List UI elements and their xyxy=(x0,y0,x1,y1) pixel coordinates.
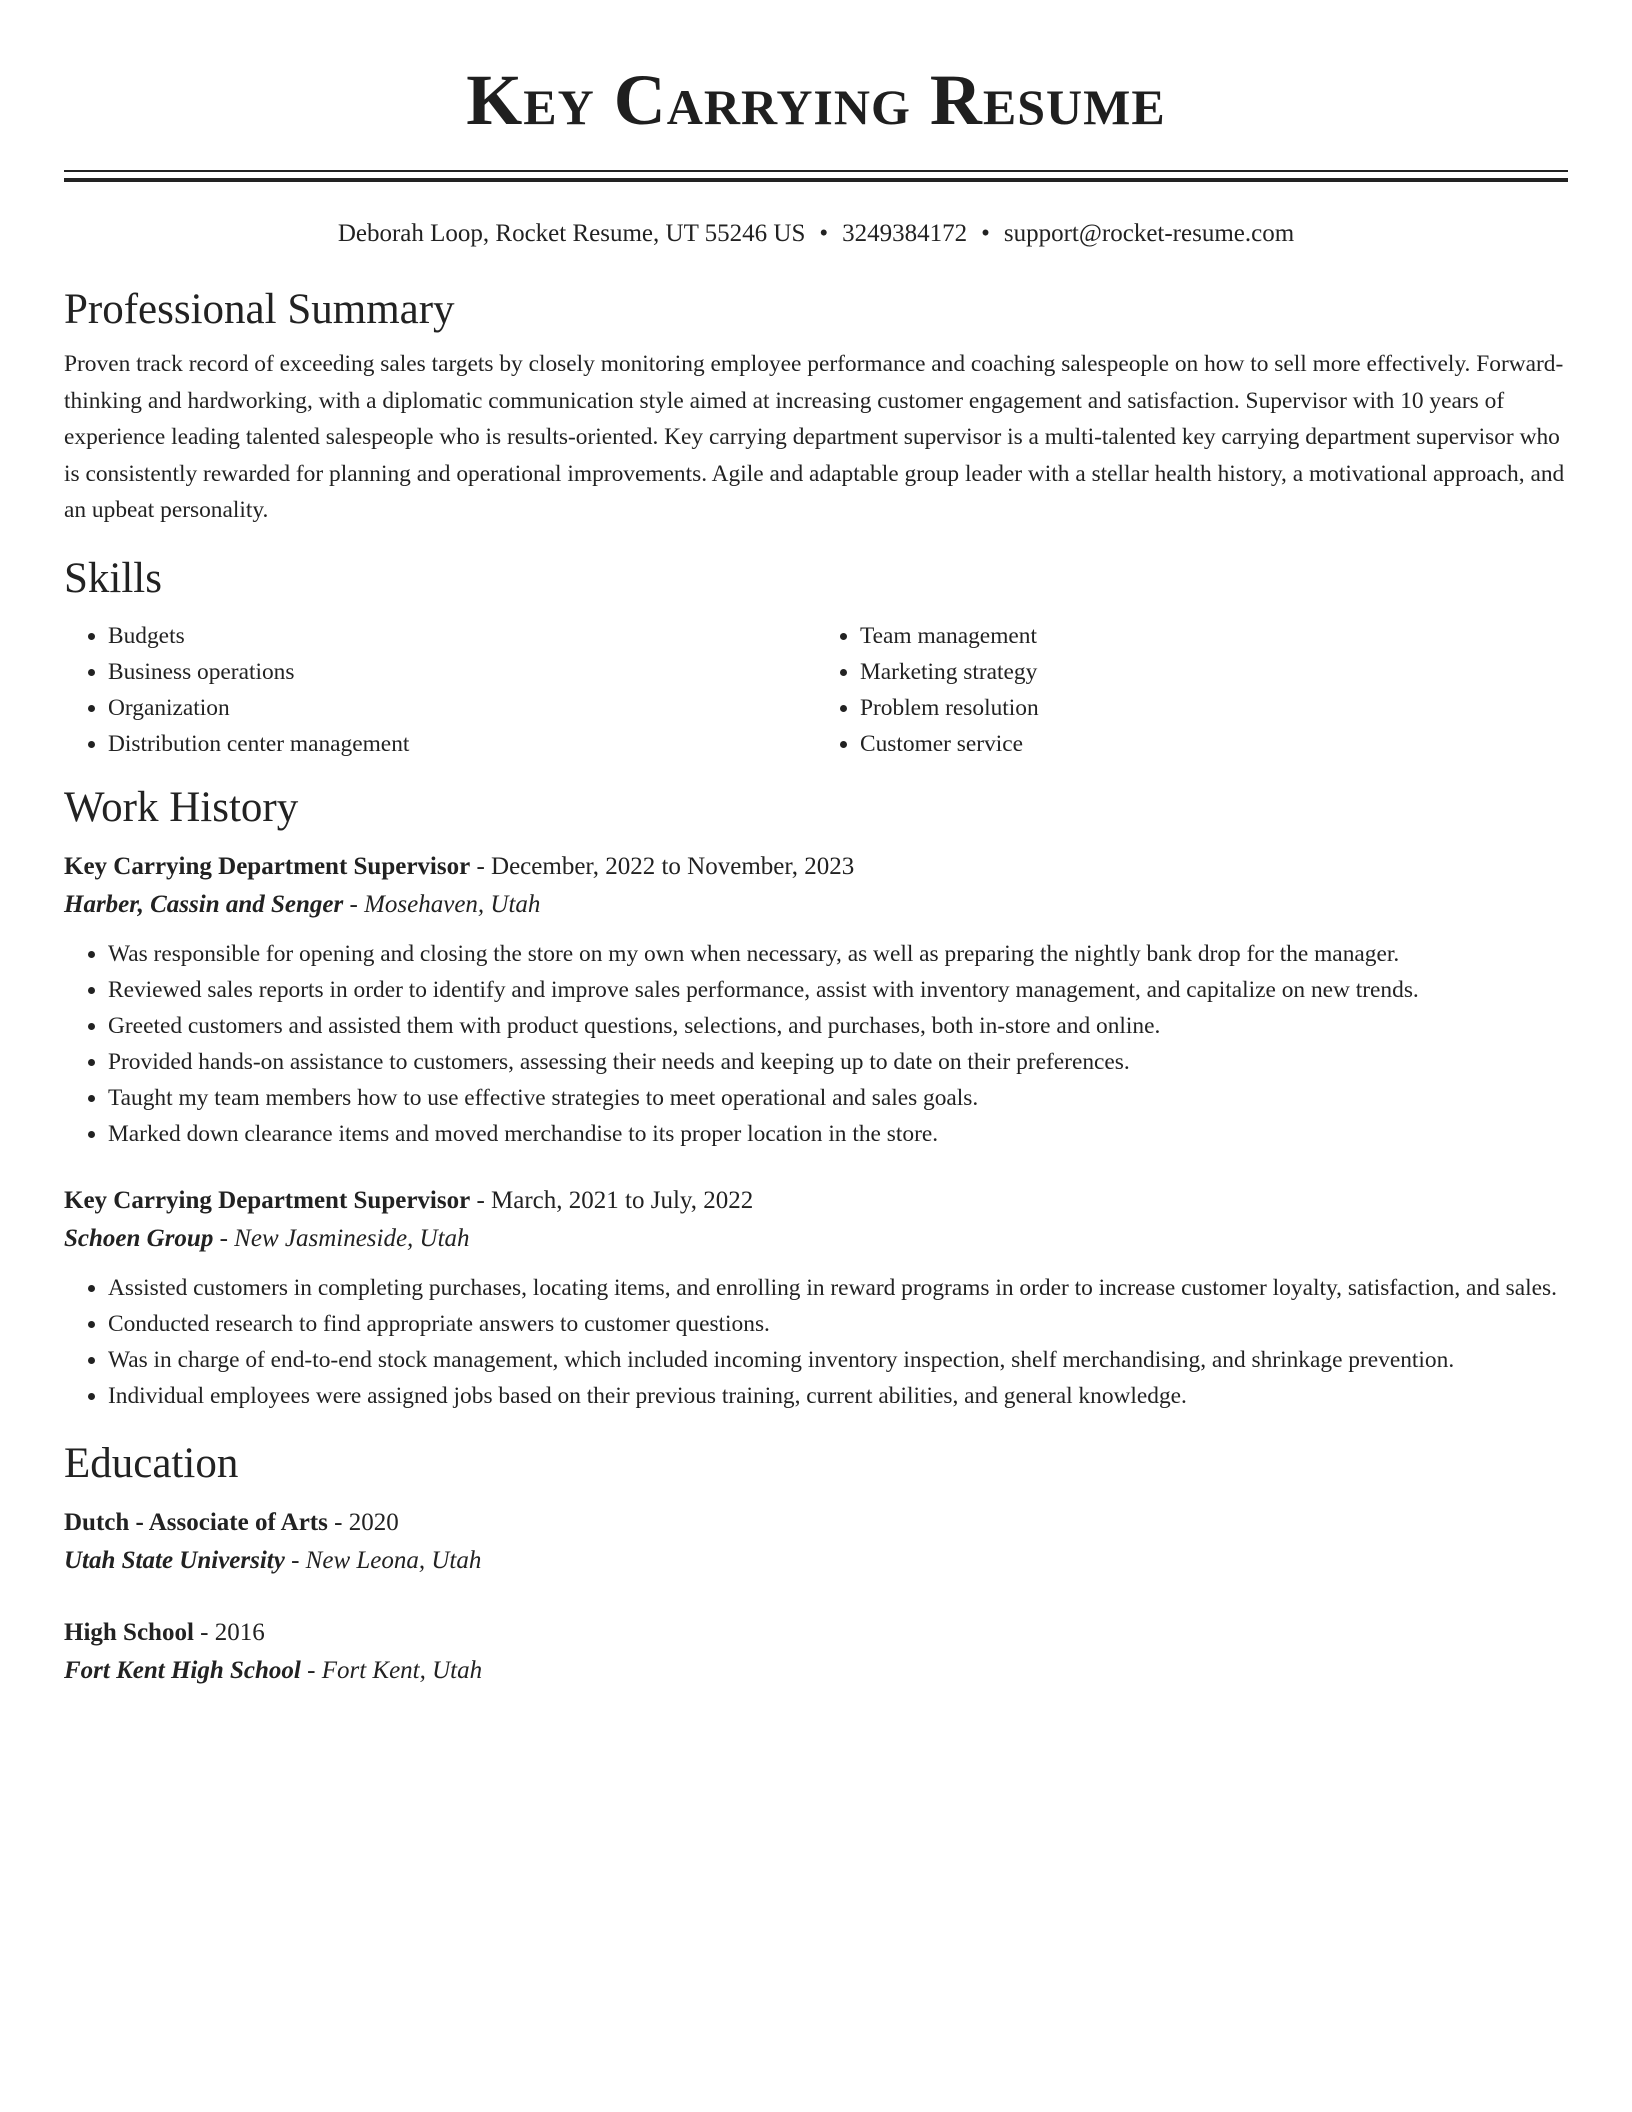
education-header: High School - 2016 xyxy=(64,1618,265,1646)
job-bullet: • Greeted customers and assisted them with product questions, selections, and purchases, both in-store and online. xyxy=(108,1008,1568,1044)
job-bullet: • Was responsible for opening and closing the store on my own when necessary, as well as preparing the nightly bank drop for the manager. xyxy=(108,936,1568,972)
skill-item: • Organization xyxy=(108,690,816,726)
job-bullets xyxy=(64,936,1568,1152)
job-header: Key Carrying Department Supervisor - March, 2021 to July, 2022 xyxy=(64,1186,754,1214)
work-heading: Work History xyxy=(64,783,299,831)
job-company-line: Harber, Cassin and Senger - Mosehaven, Utah xyxy=(64,890,541,918)
skills-column-right xyxy=(816,618,1568,762)
skills-heading: Skills xyxy=(64,554,162,602)
job-company: Harber, Cassin and Senger xyxy=(64,890,344,918)
education-school-line: Utah State University - New Leona, Utah xyxy=(64,1546,482,1574)
job-title: Key Carrying Department Supervisor xyxy=(64,852,471,880)
skill-item: • Team management xyxy=(860,618,1568,654)
education-school-line: Fort Kent High School - Fort Kent, Utah xyxy=(64,1656,483,1684)
job-company: Schoen Group xyxy=(64,1224,214,1252)
job-dates: March, 2021 to July, 2022 xyxy=(491,1186,754,1214)
education-entry xyxy=(64,1614,1568,1690)
job-bullet: • Provided hands-on assistance to customers, assessing their needs and keeping up to date on their preferences. xyxy=(108,1044,1568,1080)
education-year: 2020 xyxy=(348,1508,399,1536)
job-bullet: • Taught my team members how to use effective strategies to meet operational and sales goals. xyxy=(108,1080,1568,1116)
job-entry xyxy=(64,848,1568,1152)
job-title: Key Carrying Department Supervisor xyxy=(64,1186,471,1214)
contact-separator: • xyxy=(981,220,990,247)
job-company-line: Schoen Group - New Jasmineside, Utah xyxy=(64,1224,470,1252)
education-school: Utah State University xyxy=(64,1546,285,1574)
contact-separator: • xyxy=(819,220,829,247)
contact-line xyxy=(64,216,1568,252)
skill-item: • Problem resolution xyxy=(860,690,1568,726)
summary-text: Proven track record of exceeding sales targets by closely monitoring employee performance and coaching salespeople on how to sell more effectively. Forward-thinking and hardworking, with a diplomatic communication style aimed at increasing customer engagement and satisfaction. Supervisor with 10 years of experience leading talented salespeople who is results-oriented. Key carrying department supervisor is a multi-talented key carrying department supervisor who is consistently rewarded for planning and operational improvements. Agile and adaptable group leader with a stellar health history, a motivational approach, and an upbeat personality. xyxy=(64,351,1565,523)
education-heading: Education xyxy=(64,1439,239,1487)
education-header: Dutch - Associate of Arts - 2020 xyxy=(64,1508,399,1536)
education-location: Fort Kent, Utah xyxy=(321,1656,483,1684)
job-bullet: • Assisted customers in completing purchases, locating items, and enrolling in reward programs in order to increase customer loyalty, satisfaction, and sales. xyxy=(108,1270,1568,1306)
skill-item: • Marketing strategy xyxy=(860,654,1568,690)
skills-column-left xyxy=(64,618,816,762)
contact-phone: 3249384172 xyxy=(842,220,968,247)
education-location: New Leona, Utah xyxy=(305,1546,482,1574)
page-title: Key Carrying Resume xyxy=(466,60,1166,140)
job-dates: December, 2022 to November, 2023 xyxy=(491,852,855,880)
job-bullet: • Conducted research to find appropriate answers to customer questions. xyxy=(108,1306,1568,1342)
job-bullet: • Individual employees were assigned jobs based on their previous training, current abilities, and general knowledge. xyxy=(108,1378,1568,1414)
education-entry xyxy=(64,1504,1568,1580)
job-header: Key Carrying Department Supervisor - December, 2022 to November, 2023 xyxy=(64,852,855,880)
contact-address: Deborah Loop, Rocket Resume, UT 55246 US xyxy=(337,220,806,247)
job-bullet: • Was in charge of end-to-end stock management, which included incoming inventory inspection, shelf merchandising, and shrinkage prevention. xyxy=(108,1342,1568,1378)
skill-item: • Business operations xyxy=(108,654,816,690)
job-location: New Jasmineside, Utah xyxy=(234,1224,470,1252)
skill-item: • Customer service xyxy=(860,726,1568,762)
job-bullets xyxy=(64,1270,1568,1414)
skills-list xyxy=(64,618,1568,762)
title-divider xyxy=(64,170,1568,182)
education-year: 2016 xyxy=(214,1618,265,1646)
job-bullet: • Reviewed sales reports in order to identify and improve sales performance, assist with inventory management, and capitalize on new trends. xyxy=(108,972,1568,1008)
education-degree: Dutch - Associate of Arts xyxy=(64,1508,328,1536)
education-degree: High School xyxy=(64,1618,194,1646)
skill-item: • Distribution center management xyxy=(108,726,816,762)
job-bullet: • Marked down clearance items and moved merchandise to its proper location in the store. xyxy=(108,1116,1568,1152)
contact-email: support@rocket-resume.com xyxy=(1003,220,1295,247)
job-entry xyxy=(64,1182,1568,1414)
skill-item: • Budgets xyxy=(108,618,816,654)
education-school: Fort Kent High School xyxy=(64,1656,301,1684)
summary-heading: Professional Summary xyxy=(64,286,455,333)
job-location: Mosehaven, Utah xyxy=(364,890,541,918)
